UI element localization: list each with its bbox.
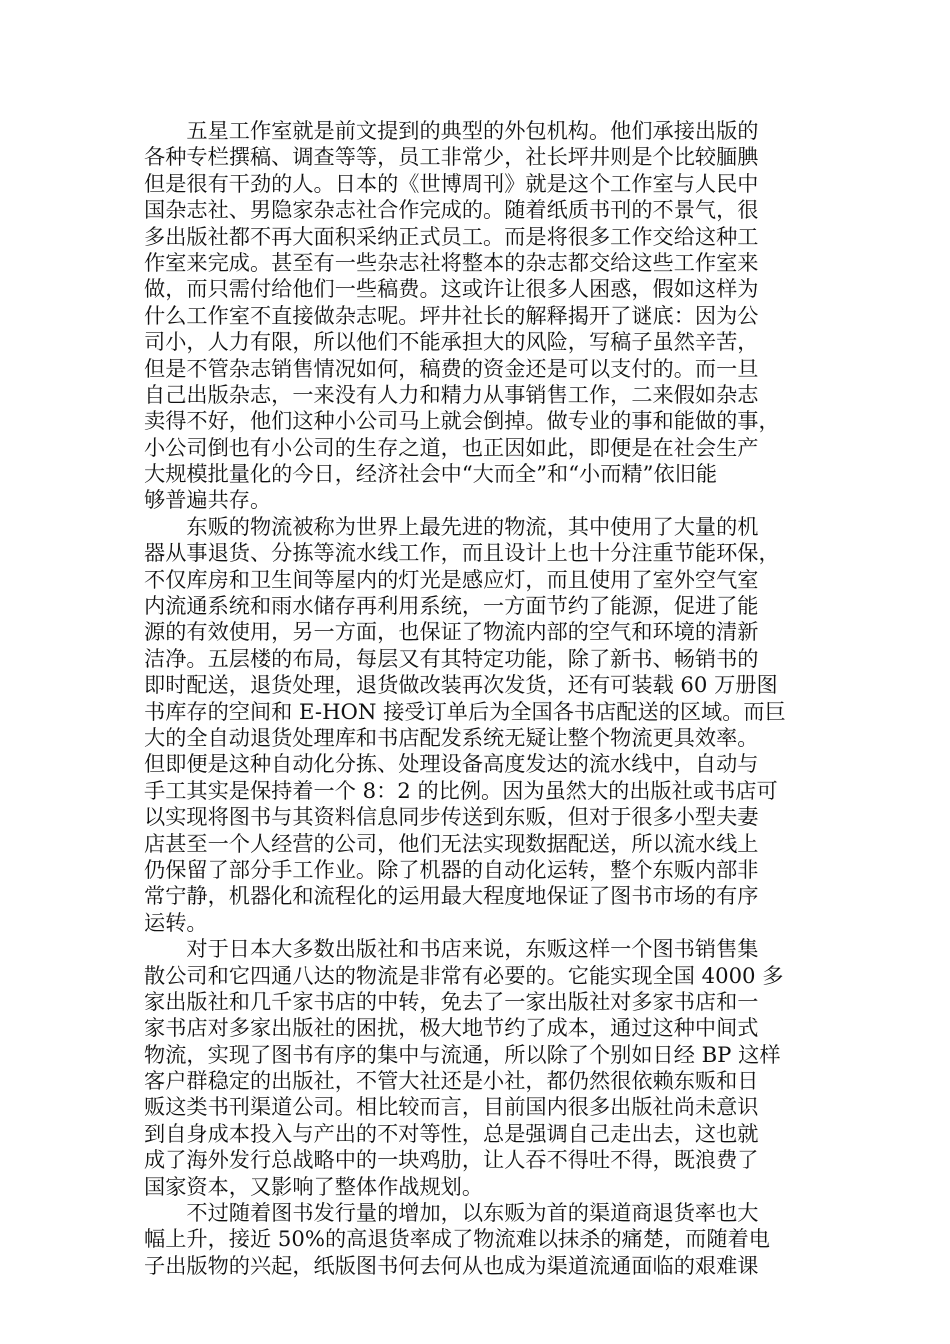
text-line: 东贩的物流被称为世界上最先进的物流，其中使用了大量的机 — [144, 513, 759, 539]
text-line: 不过随着图书发行量的增加，以东贩为首的渠道商退货率也大 — [144, 1200, 759, 1226]
text-line: 家出版社和几千家书店的中转，免去了一家出版社对多家书店和一 — [144, 988, 759, 1014]
paragraph-outsourcing-studio — [144, 118, 796, 514]
text-line: 五星工作室就是前文提到的典型的外包机构。他们承接出版的 — [144, 118, 759, 143]
text-line: 仍保留了部分手工作业。除了机器的自动化运转，整个东贩内部非 — [144, 856, 759, 882]
text-line: 手工其实是保持着一个 8：2 的比例。因为虽然大的出版社或书店可 — [144, 777, 778, 803]
paragraph-return-rate — [144, 1200, 796, 1279]
text-line: 以实现将图书与其资料信息同步传送到东贩，但对于很多小型夫妻 — [144, 804, 759, 830]
text-line: 什么工作室不直接做杂志呢。坪井社长的解释揭开了谜底：因为公 — [144, 302, 759, 328]
text-line: 家书店对多家出版社的困扰，极大地节约了成本，通过这种中间式 — [144, 1015, 759, 1041]
text-line: 器从事退货、分拣等流水线工作，而且设计上也十分注重节能环保， — [144, 540, 780, 566]
text-line: 客户群稳定的出版社，不管大社还是小社，都仍然很依赖东贩和日 — [144, 1068, 759, 1094]
text-line: 洁净。五层楼的布局，每层又有其特定功能，除了新书、畅销书的 — [144, 645, 759, 671]
text-line: 自己出版杂志，一来没有人力和精力从事销售工作，二来假如杂志 — [144, 381, 759, 407]
text-line: 成了海外发行总战略中的一块鸡肋，让人吞不得吐不得，既浪费了 — [144, 1147, 759, 1173]
text-line: 但即便是这种自动化分拣、处理设备高度发达的流水线中，自动与 — [144, 751, 759, 777]
text-line: 内流通系统和雨水储存再利用系统，一方面节约了能源，促进了能 — [144, 593, 759, 619]
text-line: 不仅库房和卫生间等屋内的灯光是感应灯，而且使用了室外空气室 — [144, 566, 759, 592]
text-line: 到自身成本投入与产出的不对等性，总是强调自己走出去，这也就 — [144, 1120, 759, 1146]
paragraph-tohan-logistics — [144, 514, 796, 936]
text-line: 散公司和它四通八达的物流是非常有必要的。它能实现全国 4000 多 — [144, 962, 784, 988]
text-line: 但是很有干劲的人。日本的《世博周刊》就是这个工作室与人民中 — [144, 170, 759, 196]
text-line: 国家资本，又影响了整体作战规划。 — [144, 1173, 484, 1199]
text-line: 各种专栏撰稿、调查等等，员工非常少，社长坪井则是个比较腼腆 — [144, 144, 759, 170]
text-line: 多出版社都不再大面积采纳正式员工。而是将很多工作交给这种工 — [144, 223, 759, 249]
text-line: 常宁静，机器化和流程化的运用最大程度地保证了图书市场的有序 — [144, 883, 759, 909]
text-line: 即时配送，退货处理，退货做改装再次发货，还有可装载 60 万册图 — [144, 672, 778, 698]
text-line: 国杂志社、男隐家杂志社合作完成的。随着纸质书刊的不景气，很 — [144, 197, 759, 223]
text-line: 卖得不好，他们这种小公司马上就会倒掉。做专业的事和能做的事， — [144, 408, 780, 434]
text-line: 书库存的空间和 E-HON 接受订单后为全国各书店配送的区域。而巨 — [144, 698, 786, 724]
text-line: 物流，实现了图书有序的集中与流通，所以除了个别如日经 BP 这样 — [144, 1041, 781, 1067]
text-line: 做，而只需付给他们一些稿费。这或许让很多人困惑，假如这样为 — [144, 276, 759, 302]
text-line: 店甚至一个人经营的公司，他们无法实现数据配送，所以流水线上 — [144, 830, 759, 856]
text-line: 小公司倒也有小公司的生存之道，也正因如此，即便是在社会生产 — [144, 434, 759, 460]
text-line: 够普遍共存。 — [144, 487, 272, 513]
text-line: 大的全自动退货处理库和书店配发系统无疑让整个物流更具效率。 — [144, 724, 759, 750]
paragraph-distribution-hub — [144, 936, 796, 1200]
text-line: 子出版物的兴起，纸版图书何去何从也成为渠道流通面临的艰难课 — [144, 1252, 759, 1278]
text-line: 对于日本大多数出版社和书店来说，东贩这样一个图书销售集 — [144, 936, 759, 962]
document-page — [144, 118, 796, 1279]
text-line: 源的有效使用，另一方面，也保证了物流内部的空气和环境的清新 — [144, 619, 759, 645]
text-line: 大规模批量化的今日，经济社会中“大而全”和“小而精”依旧能 — [144, 461, 718, 487]
text-line: 司小，人力有限，所以他们不能承担大的风险，写稿子虽然辛苦， — [144, 329, 759, 355]
text-line: 作室来完成。甚至有一些杂志社将整本的杂志都交给这些工作室来 — [144, 249, 759, 275]
text-line: 运转。 — [144, 909, 208, 935]
text-line: 幅上升，接近 50%的高退货率成了物流难以抹杀的痛楚，而随着电 — [144, 1226, 770, 1252]
text-line: 贩这类书刊渠道公司。相比较而言，目前国内很多出版社尚未意识 — [144, 1094, 759, 1120]
text-line: 但是不管杂志销售情况如何，稿费的资金还是可以支付的。而一旦 — [144, 355, 759, 381]
